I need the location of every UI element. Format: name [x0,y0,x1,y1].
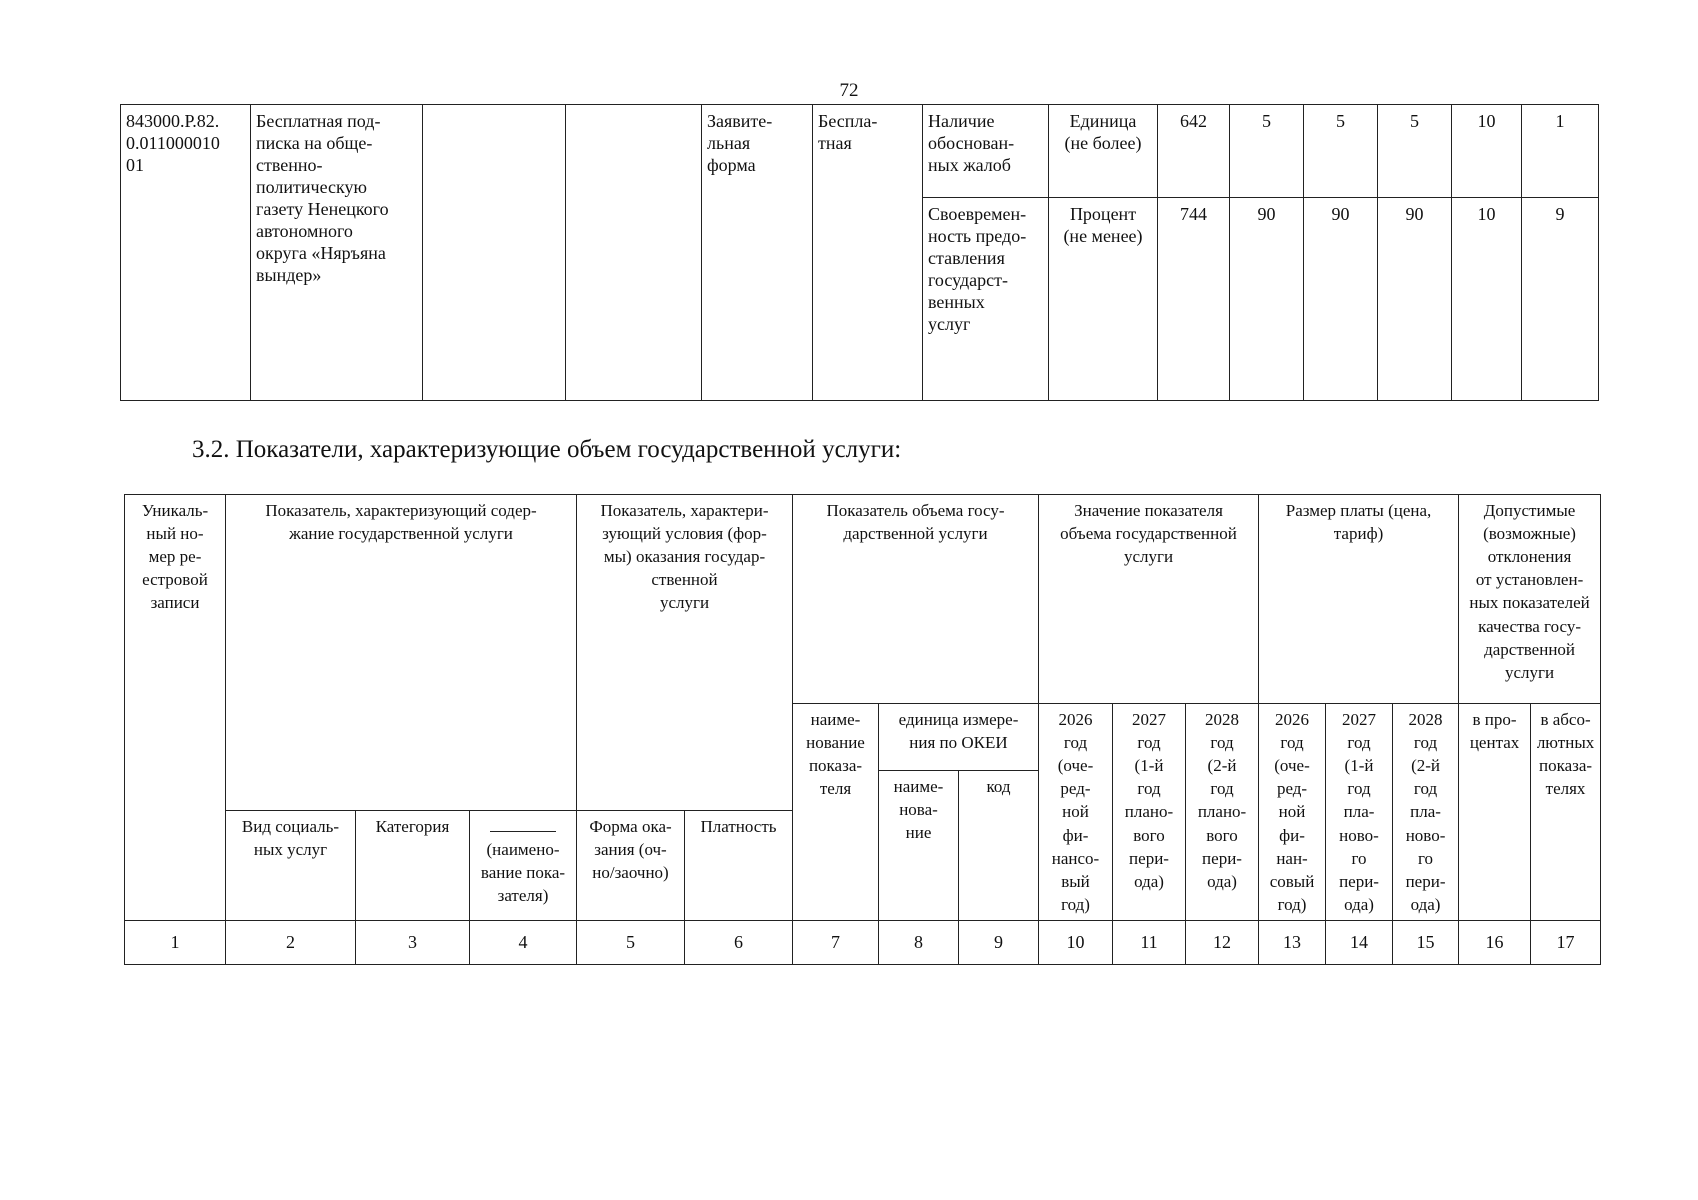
column-number: 10 [1039,920,1113,964]
okei-code-cell: 744 [1158,198,1230,401]
value-cell: 90 [1230,198,1304,401]
page-number: 72 [839,80,859,101]
section-title: 3.2. Показатели, характеризующие объем государственной услуги: [192,436,902,463]
value-cell: 90 [1378,198,1452,401]
header-unique-number: Уникаль- ный но- мер ре- естровой записи [125,495,226,921]
header-value-group: Значение показателя объема государственной услуги [1039,495,1259,704]
header-payment-status: Платность [685,810,793,920]
header-indicator-name [470,810,577,920]
column-number: 3 [356,920,470,964]
table-header-row [125,495,1601,704]
deviation-percent-cell: 10 [1452,105,1522,198]
unit-cell: Единица (не более) [1049,105,1158,198]
column-number: 13 [1259,920,1326,964]
column-number: 17 [1531,920,1601,964]
column-number: 9 [959,920,1039,964]
header-content-group: Показатель, характеризующий содер- жание государственной услуги [226,495,577,811]
header-fee-2027: 2027 год (1-й год пла- ново- го пери- ода) [1326,704,1393,921]
quality-indicators-table [120,104,1599,401]
column-number: 6 [685,920,793,964]
column-number: 14 [1326,920,1393,964]
form-cell: Заявите- льная форма [702,105,813,401]
service-name-cell: Бесплатная под- писка на обще- ственно- политическую газету Ненецкого автономного округа «Няръяна вындер» [251,105,423,401]
column-number: 1 [125,920,226,964]
header-form-of-provision: Форма ока- зания (оч- но/заочно) [577,810,685,920]
value-cell: 90 [1304,198,1378,401]
header-conditions-group: Показатель, характери- зующий условия (фор- мы) оказания государ- ственной услуги [577,495,793,811]
column-number: 4 [470,920,577,964]
table-row [121,105,1599,198]
column-number: 15 [1393,920,1459,964]
header-fee-2026: 2026 год (оче- ред- ной фи- нан- совый год) [1259,704,1326,921]
header-deviation-group: Допустимые (возможные) отклонения от установлен- ных показателей качества госу- дарственной услуги [1459,495,1601,704]
blank-line [490,817,556,832]
column-number: 11 [1113,920,1186,964]
deviation-percent-cell: 10 [1452,198,1522,401]
column-number-row [125,920,1601,964]
payment-cell: Беспла- тная [813,105,923,401]
registry-number-cell: 843000.Р.82. 0.011000010 01 [121,105,251,401]
header-fee-group: Размер платы (цена, тариф) [1259,495,1459,704]
indicator-name-cell: Своевремен- ность предо- ставления государст- венных услуг [923,198,1049,401]
value-cell: 5 [1230,105,1304,198]
header-okei-group: единица измере- ния по ОКЕИ [879,704,1039,771]
header-social-service-type: Вид социаль- ных услуг [226,810,356,920]
column-number: 12 [1186,920,1259,964]
header-category: Категория [356,810,470,920]
header-deviation-percent: в про- центах [1459,704,1531,921]
column-number: 2 [226,920,356,964]
column-number: 8 [879,920,959,964]
value-cell: 5 [1304,105,1378,198]
volume-indicators-table [124,494,1601,965]
header-indicator-name-label: (наимено- вание пока- зателя) [480,840,566,906]
column-number: 16 [1459,920,1531,964]
header-value-2026: 2026 год (оче- ред- ной фи- нансо- вый год) [1039,704,1113,921]
header-value-2028: 2028 год (2-й год плано- вого пери- ода) [1186,704,1259,921]
header-okei-code: код [959,771,1039,921]
indicator-name-cell: Наличие обоснован- ных жалоб [923,105,1049,198]
header-deviation-absolute: в абсо- лютных показа- телях [1531,704,1601,921]
value-cell: 5 [1378,105,1452,198]
deviation-absolute-cell: 1 [1522,105,1599,198]
header-okei-name: наиме- нова- ние [879,771,959,921]
header-value-2027: 2027 год (1-й год плано- вого пери- ода) [1113,704,1186,921]
empty-cell [423,105,566,401]
header-volume-group: Показатель объема госу- дарственной услуги [793,495,1039,704]
column-number: 7 [793,920,879,964]
column-number: 5 [577,920,685,964]
unit-cell: Процент (не менее) [1049,198,1158,401]
header-fee-2028: 2028 год (2-й год пла- ново- го пери- ода) [1393,704,1459,921]
empty-cell [566,105,702,401]
header-volume-name: наиме- нование показа- теля [793,704,879,921]
deviation-absolute-cell: 9 [1522,198,1599,401]
okei-code-cell: 642 [1158,105,1230,198]
